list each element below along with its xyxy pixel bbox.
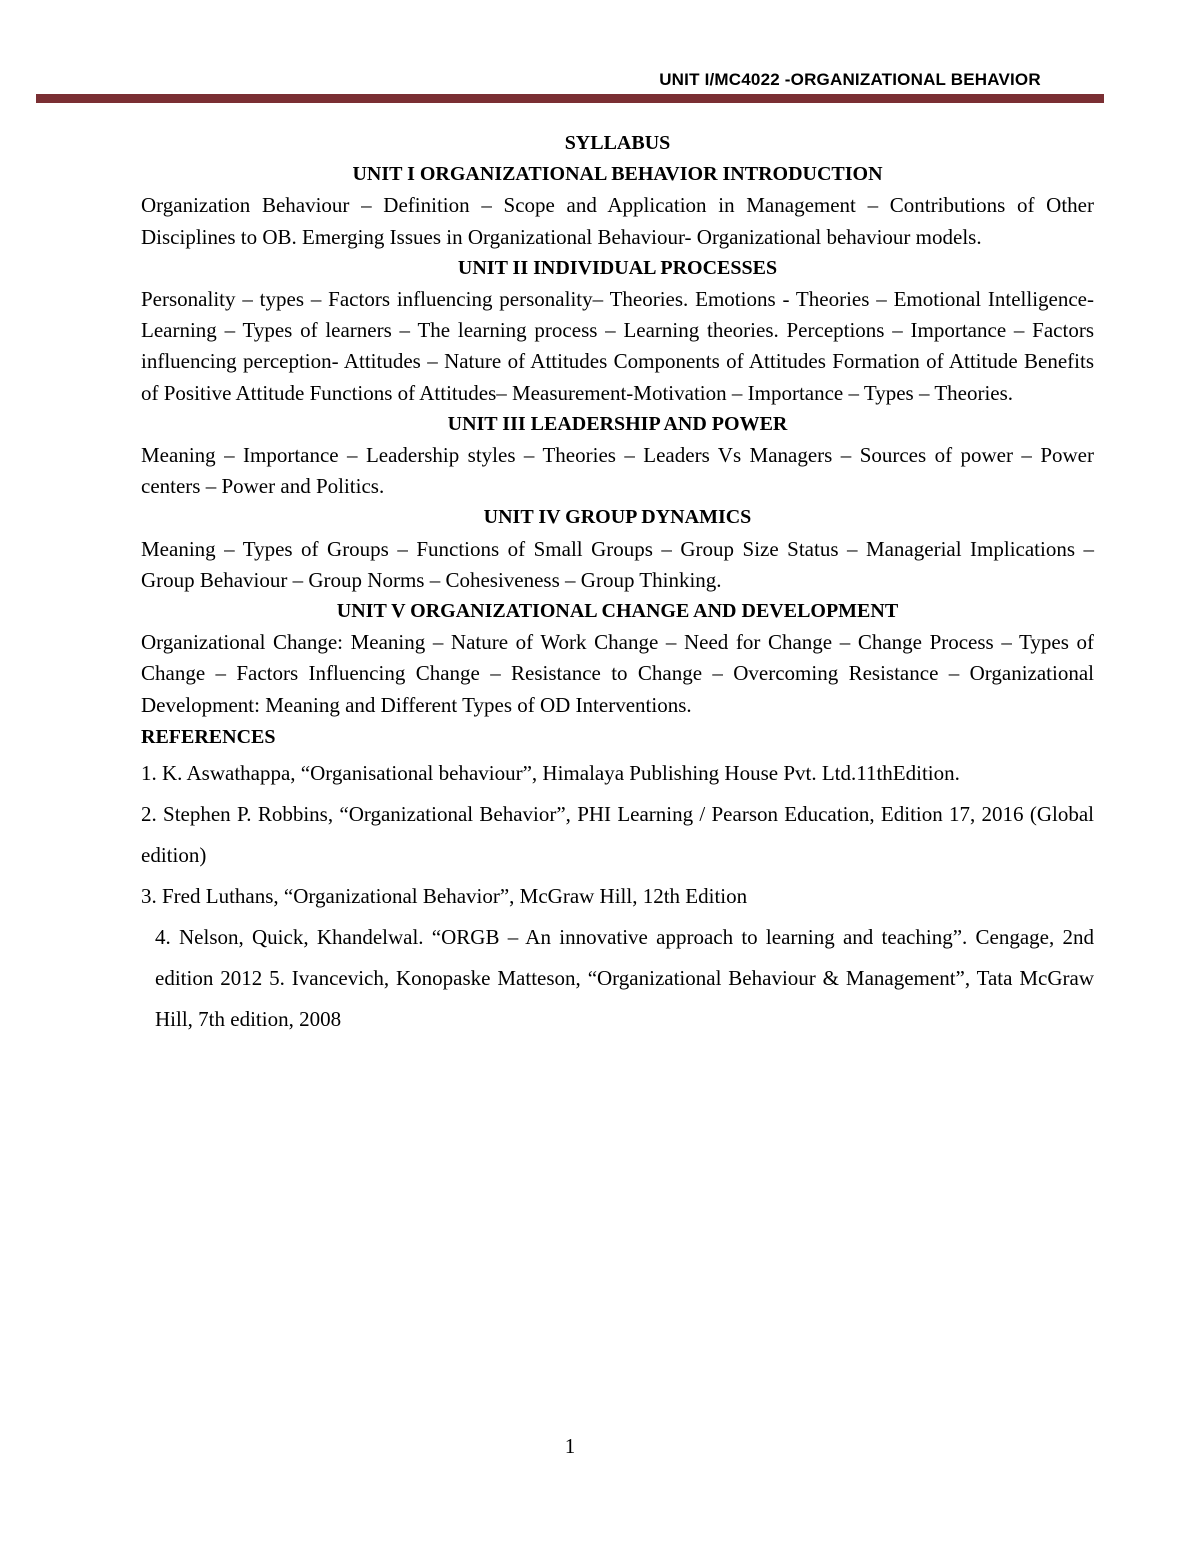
references-heading: REFERENCES [141,725,276,748]
reference-item-4: 4. Nelson, Quick, Khandelwal. “ORGB – An innovative approach to learning and teaching”. Cengage, 2nd edition 2012 5. Ivancevich, Konopaske Matteson, “Organizational Behaviour & Management”, Tata McGraw Hill, 7th edition, 2008 [155,925,1094,1032]
unit-5-heading: UNIT V ORGANIZATIONAL CHANGE AND DEVELOPMENT [336,600,899,623]
unit-2-heading: UNIT II INDIVIDUAL PROCESSES [457,256,778,279]
unit-4-heading: UNIT IV GROUP DYNAMICS [483,506,752,529]
header-rule [36,94,1104,103]
running-header: UNIT I/MC4022 -ORGANIZATIONAL BEHAVIOR [659,70,1041,89]
reference-item-1: 1. K. Aswathappa, “Organisational behaviour”, Himalaya Publishing House Pvt. Ltd.11thEdition. [141,761,960,786]
unit-3-heading: UNIT III LEADERSHIP AND POWER [447,412,788,435]
page-number: 1 [564,1434,576,1458]
syllabus-title: SYLLABUS [564,132,671,154]
unit-4-body: Meaning – Types of Groups – Functions of Small Groups – Group Size Status – Managerial Implications – Group Behaviour – Group Norms – Cohesiveness – Group Thinking. [141,536,1094,592]
unit-3-body: Meaning – Importance – Leadership styles – Theories – Leaders Vs Managers – Sources of power – Power centers – Power and Politics. [141,443,1094,499]
reference-item-2: 2. Stephen P. Robbins, “Organizational Behavior”, PHI Learning / Pearson Education, Edition 17, 2016 (Global edition) [141,802,1094,868]
unit-5-body: Organizational Change: Meaning – Nature of Work Change – Need for Change – Change Process – Types of Change – Factors Influencing Change – Resistance to Change – Overcoming Resistance – Organizational Development: Meaning and Different Types of OD Interventions. [141,630,1094,717]
unit-1-body: Organization Behaviour – Definition – Scope and Application in Management – Contributions of Other Disciplines to OB. Emerging Issues in Organizational Behaviour- Organizational behaviour models. [141,193,1094,249]
page-content [141,128,1094,1040]
unit-2-body: Personality – types – Factors influencing personality– Theories. Emotions - Theories – Emotional Intelligence- Learning – Types of learners – The learning process – Learning theories. Perceptions – Importance – Factors influencing perception- Attitudes – Nature of Attitudes Components of Attitudes Formation of Attitude Benefits of Positive Attitude Functions of Attitudes– Measurement-Motivation – Importance – Types – Theories. [141,287,1094,405]
unit-1-heading: UNIT I ORGANIZATIONAL BEHAVIOR INTRODUCTION [352,163,883,186]
reference-item-3: 3. Fred Luthans, “Organizational Behavior”, McGraw Hill, 12th Edition [141,884,748,909]
